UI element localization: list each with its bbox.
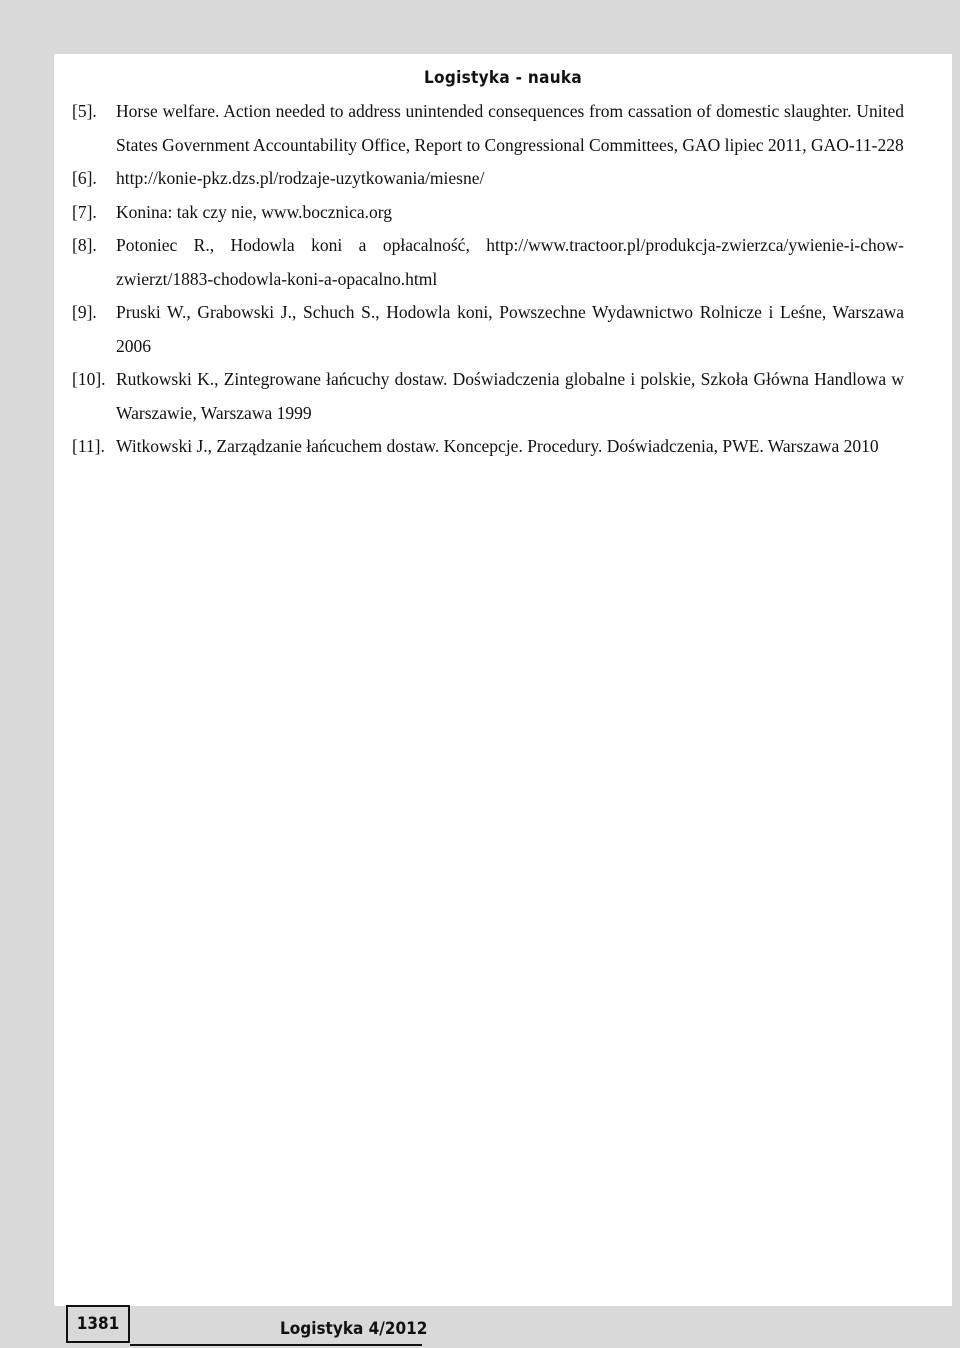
reference-number: [8]. [72, 235, 97, 255]
reference-text: http://konie-pkz.dzs.pl/rodzaje-uzytkowania/miesne/ [116, 168, 485, 188]
reference-item [72, 363, 904, 430]
reference-text: Rutkowski K., Zintegrowane łańcuchy dostaw. Doświadczenia globalne i polskie, Szkoła Główna Handlowa w Warszawie, Warszawa 1999 [116, 369, 904, 423]
top-margin-band [0, 0, 960, 54]
reference-text: Horse welfare. Action needed to address unintended consequences from cassation of domestic slaughter. United States Government Accountability Office, Report to Congressional Committees, GAO lipiec 2011, GAO-11-228 [116, 101, 904, 155]
reference-item [72, 196, 904, 230]
right-margin-band [952, 0, 960, 1348]
reference-item [72, 296, 904, 363]
reference-text: Pruski W., Grabowski J., Schuch S., Hodowla koni, Powszechne Wydawnictwo Rolnicze i Leśne, Warszawa 2006 [116, 302, 904, 356]
reference-item [72, 95, 904, 162]
running-header: Logistyka - nauka [424, 68, 582, 88]
reference-text: Konina: tak czy nie, www.bocznica.org [116, 201, 393, 222]
reference-number: [10]. [72, 369, 106, 389]
journal-footer: Logistyka 4/2012 [280, 1319, 428, 1339]
reference-number: [9]. [72, 302, 97, 322]
reference-item [72, 430, 904, 464]
reference-number: [11]. [72, 436, 105, 456]
reference-text: Witkowski J., Zarządzanie łańcuchem dostaw. Koncepcje. Procedury. Doświadczenia, PWE. Warszawa 2010 [116, 436, 879, 456]
reference-number: [7]. [72, 201, 97, 222]
reference-number: [6]. [72, 168, 97, 188]
footer-rule [130, 1344, 422, 1346]
reference-item [72, 229, 904, 296]
reference-text: Potoniec R., Hodowla koni a opłacalność, http://www.tractoor.pl/produkcja-zwierzca/ywienie-i-chow-zwierzt/1883-chodowla-koni-a-opacalno.html [116, 235, 904, 289]
left-margin-band [0, 0, 54, 1348]
reference-list [72, 95, 904, 464]
bottom-margin-band [0, 1306, 960, 1348]
reference-item [72, 162, 904, 196]
page-number: 1381 [66, 1305, 130, 1343]
reference-number: [5]. [72, 101, 97, 121]
